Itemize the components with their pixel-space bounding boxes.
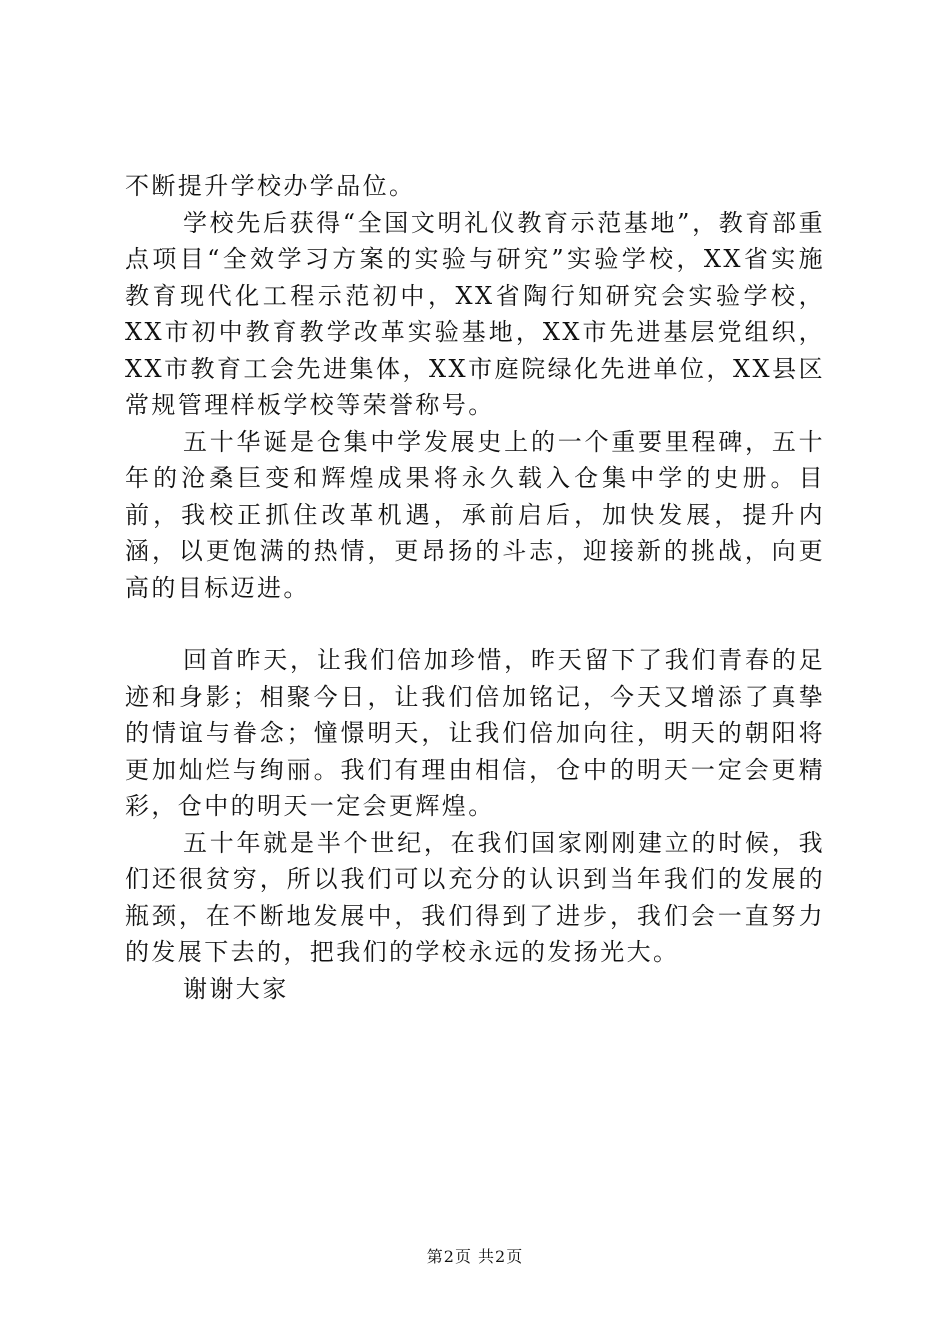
paragraph-continuation: 不断提升学校办学品位。 (125, 172, 416, 200)
paragraph-honors: 学校先后获得“全国文明礼仪教育示范基地”，教育部重点项目“全效学习方案的实验与研究”实验学校，XX省实施教育现代化工程示范初中，XX省陶行知研究会实验学校，XX市初中教育教学改革实验基地，XX市先进基层党组织，XX市教育工会先进集体，XX市庭院绿化先进单位，XX县区常规管理样板学校等荣誉称号。 (125, 208, 825, 419)
paragraph-thanks: 谢谢大家 (183, 974, 289, 1003)
paragraph-anniversary: 五十华诞是仓集中学发展史上的一个重要里程碑，五十年的沧桑巨变和辉煌成果将永久载入仓集中学的史册。目前，我校正抓住改革机遇，承前启后，加快发展，提升内涵，以更饱满的热情，更昂扬的斗志，迎接新的挑战，向更高的目标迈进。 (125, 427, 825, 602)
document-body (125, 168, 825, 1007)
paragraph-half-century: 五十年就是半个世纪，在我们国家刚刚建立的时候，我们还很贫穷，所以我们可以充分的认识到当年我们的发展的瓶颈，在不断地发展中，我们得到了进步，我们会一直努力的发展下去的，把我们的学校永远的发扬光大。 (125, 828, 825, 966)
page-number-footer: 第2页 共2页 (426, 1247, 524, 1266)
paragraph-retrospect: 回首昨天，让我们倍加珍惜，昨天留下了我们青春的足迹和身影；相聚今日，让我们倍加铭记，今天又增添了真挚的情谊与眷念；憧憬明天，让我们倍加向往，明天的朝阳将更加灿烂与绚丽。我们有理由相信，仓中的明天一定会更精彩，仓中的明天一定会更辉煌。 (125, 646, 825, 820)
